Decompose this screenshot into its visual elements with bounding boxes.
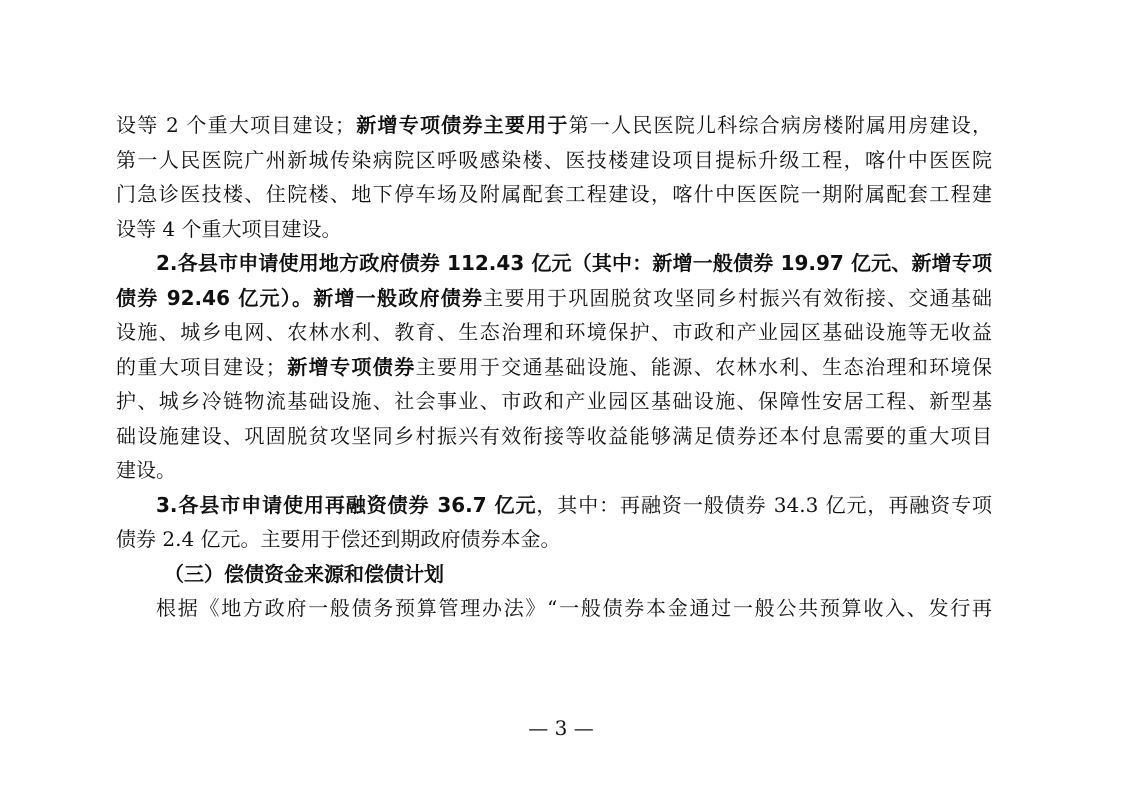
- text-line: [116, 281, 992, 316]
- text-run: 护、城乡冷链物流基础设施、社会事业、市政和产业园区基础设施、保障性安居工程、新型基: [116, 389, 992, 413]
- text-run: 门急诊医技楼、住院楼、地下停车场及附属配套工程建设，喀什中医医院一期附属配套工程建: [116, 182, 992, 206]
- text-run: 第一人民医院儿科综合病房楼附属用房建设，: [568, 113, 992, 137]
- page-number: — 3 —: [528, 716, 594, 740]
- text-line: [116, 488, 992, 523]
- text-line: [116, 212, 992, 247]
- bold-text-run: 债券 92.46 亿元）。新增一般政府债券: [116, 285, 484, 310]
- text-line: [116, 384, 992, 419]
- text-run: 根据《地方政府一般债务预算管理办法》“一般债券本金通过一般公共预算收入、发行再: [156, 596, 992, 620]
- text-run: 设等 4 个重大项目建设。: [116, 216, 342, 241]
- text-line: [116, 177, 992, 212]
- text-line: [116, 108, 992, 143]
- text-line: [116, 522, 992, 557]
- text-run: 第一人民医院广州新城传染病院区呼吸感染楼、医技楼建设项目提标升级工程，喀什中医医院: [116, 147, 992, 172]
- bold-text-run: 3.各县市申请使用再融资债券 36.7 亿元: [156, 492, 537, 517]
- text-line: [116, 315, 992, 350]
- text-run: ，其中：再融资一般债券 34.3 亿元，再融资专项: [536, 492, 992, 517]
- text-run: 主要用于交通基础设施、能源、农林水利、生态治理和环境保: [415, 354, 992, 379]
- text-run: 的重大项目建设；: [116, 354, 286, 379]
- text-run: 设等 2 个重大项目建设；: [116, 113, 356, 137]
- bold-text-run: 2.各县市申请使用地方政府债券 112.43 亿元（其中：新增一般债券 19.97 亿元、新增专项: [156, 251, 992, 275]
- text-line: [116, 591, 992, 626]
- bold-text-run: 新增专项债券主要用于: [355, 113, 569, 137]
- text-run: 债券 2.4 亿元。主要用于偿还到期政府债券本金。: [116, 527, 561, 551]
- text-line: [116, 143, 992, 178]
- text-run: 设施、城乡电网、农林水利、教育、生态治理和环境保护、市政和产业园区基础设施等无收益: [116, 320, 992, 344]
- text-line: [116, 557, 992, 592]
- text-line: [116, 246, 992, 281]
- document-body: [116, 108, 992, 626]
- text-run: 础设施建设、巩固脱贫攻坚同乡村振兴有效衔接等收益能够满足债券还本付息需要的重大项目: [116, 423, 992, 448]
- text-run: 主要用于巩固脱贫攻坚同乡村振兴有效衔接、交通基础: [483, 285, 992, 310]
- bold-text-run: 新增专项债券: [285, 354, 416, 379]
- text-line: [116, 419, 992, 454]
- text-line: [116, 350, 992, 385]
- text-run: 建设。: [116, 458, 176, 482]
- text-line: [116, 453, 992, 488]
- bold-text-run: （三）偿债资金来源和偿债计划: [164, 561, 444, 586]
